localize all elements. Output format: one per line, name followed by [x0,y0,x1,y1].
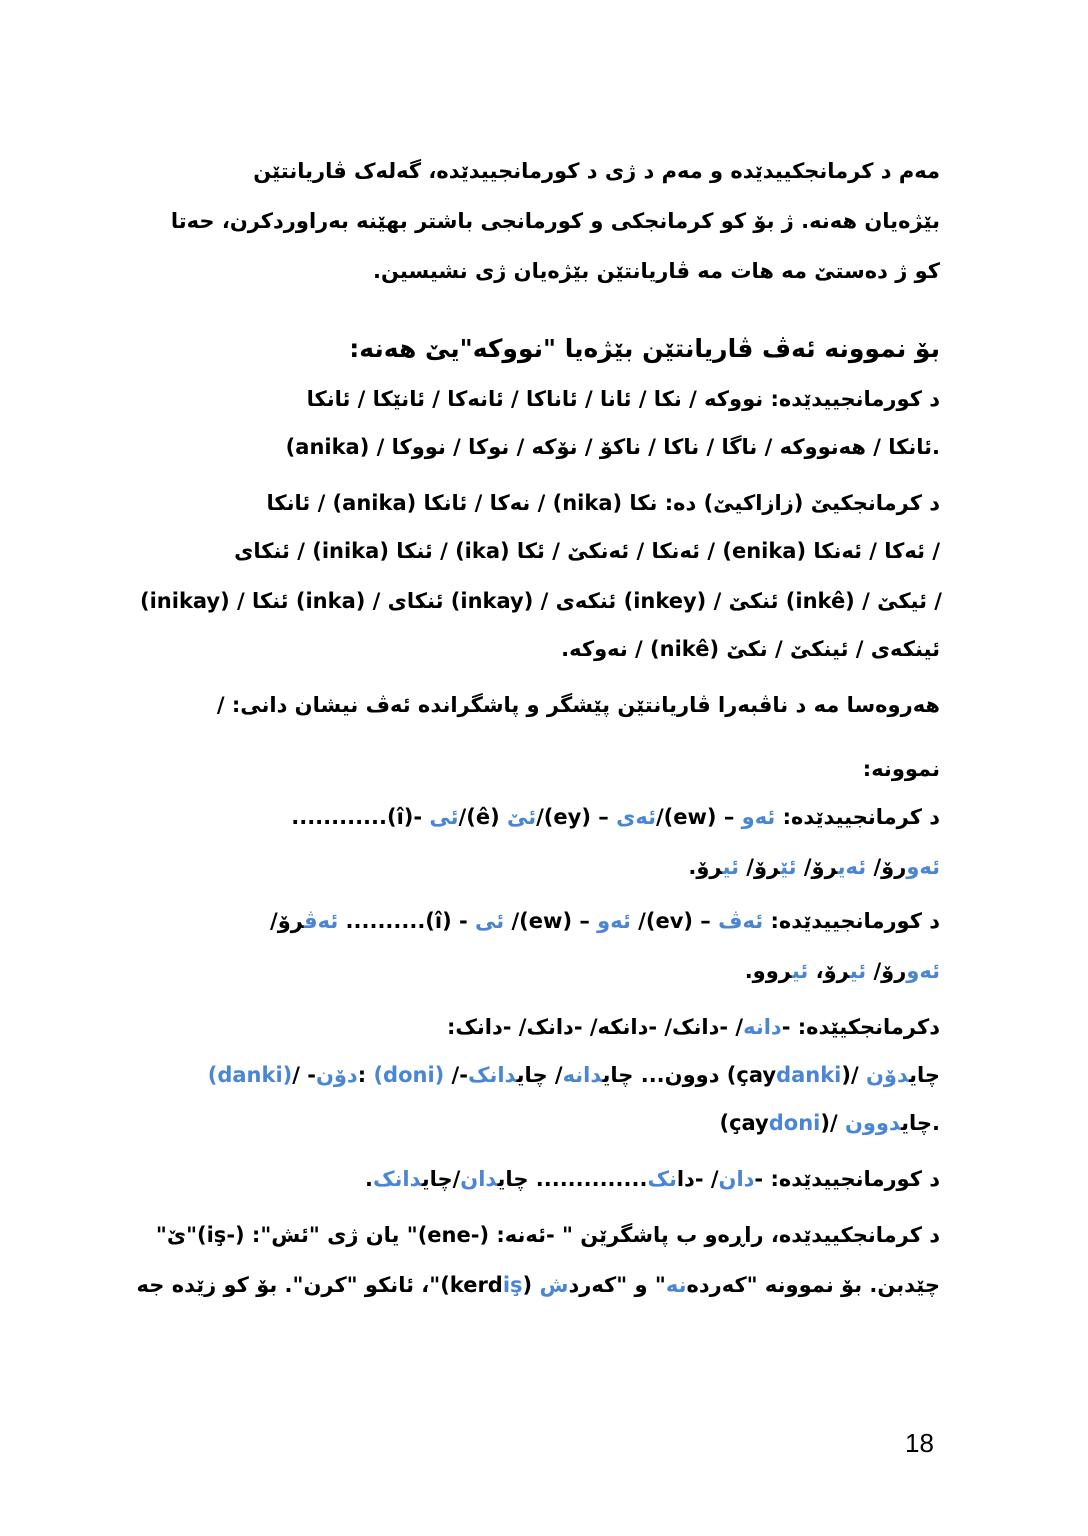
example-a-ew-latin: – (ew)/ [655,805,742,829]
example-c-chaydon: دۆن [865,1063,910,1087]
example-a-line-1 [140,802,940,832]
example-c-end: . [932,1111,940,1135]
example-c-don: دۆن [315,1063,358,1087]
example-c-rest: / -دانک/ -دانکە/ -دانک/ -دانک: [447,1015,744,1039]
example-a-e-latin: (ê)/ [458,805,507,829]
example-b-ew-latin: – (ew)/ [504,909,598,933]
example-c-line-1 [230,1012,940,1042]
example-c-danki-latin: danki [776,1063,842,1087]
example-a-prefix: د کرمانجییدێدە: [775,805,940,829]
example-b-i: ئی [475,909,505,933]
example-c-sep-2: / چای [516,1063,563,1087]
paragraph-2: هەروەسا مە د ناڤبەرا ڤاریانتێن پێشگر و پاشگراندە ئەڤ نیشان دانی: / [216,693,940,717]
example-b-word-3-rest: رۆ، [808,959,850,983]
example-a-ew: ئەو [741,805,776,829]
example-b-word-2-rest: رۆ/ [866,959,907,983]
example-c-doni-latin: doni [768,1111,821,1135]
example-a-word-3: ئێ [780,855,797,879]
example-2-line-2: / ئەکا / ئەنکا (enika) / ئەنکا / ئەنکێ / ئکا (ika) / ئنکا (inika) / ئنکای [234,539,940,563]
example-c-line-3 [140,1108,940,1138]
example-c-sep-1: / - [292,1063,316,1087]
example-b-word-4: ئی [791,959,809,983]
example-d-nk: نک [647,1167,677,1191]
example-c-doni: (doni) [373,1063,445,1087]
example-d-line [220,1164,940,1194]
example-b-ew: ئەو [597,909,631,933]
paragraph-1-line-3: کو ژ دەستێ مە هات مە ڤاریانتێن بێژەیان ژی نشیسین. [373,259,940,283]
example-b-i-latin: - (î).......... [338,909,476,933]
example-c-sep-3: )/ چای [841,1063,940,1087]
example-b-prefix: د کورمانجییدێدە: [763,909,940,933]
example-b-word-4-rest: روو. [744,959,792,983]
example-1-line-1: د کورمانجییدێدە: نووکە / نکا / ئانا / ئاناکا / ئانەکا / ئانێکا / ئانکا [306,387,940,411]
example-c-chaydane: دانە [562,1063,603,1087]
paragraph-1-line-2: بێژەیان هەنە. ژ بۆ کو کرمانجکی و کورمانجی باشتر بهێنە بەراوردکرن، حەتا [170,209,940,233]
example-a-e: ئێ [507,805,537,829]
example-c-doon: /-دوون... چای [444,1063,720,1087]
example-2-line-1: د کرمانجکیێ (زازاکیێ) دە: نکا (nika) / نەکا / ئانکا (anika) / ئانکا [266,491,940,515]
example-a-i-latin: -(î)............ [291,805,430,829]
example-1-line-2: (anika) / ئانکا / هەنووکە / ناگا / ناکا / ناکۆ / نۆکە / نوکا / نووکا. [285,435,940,459]
example-b-word-1: ئەڤ [303,909,339,933]
example-a-word-1: ئەو [906,855,940,879]
example-c-chaydoon: دوون [844,1111,902,1135]
example-c-dane: دانە [743,1015,782,1039]
example-b-line-1 [140,906,940,936]
example-d-dan: دان [718,1167,755,1191]
section-heading: بۆ نموونە ئەڤ ڤاریانتێن بێژەیا "نووکە"یێ هەنە: [349,334,940,363]
paragraph-3-is: iş [502,1273,523,1297]
example-a-word-1-rest: رۆ/ [866,855,907,879]
example-c-colon: : [357,1063,374,1087]
example-a-word-2: ئەی [837,855,867,879]
paragraph-3-part-2: -ئەنە: (-ene)" یان ژی "ئش": (-iş)"ێ" [155,1223,555,1247]
example-d-sep-1: / -دا [676,1167,719,1191]
example-a-ey: ئەی [616,805,656,829]
example-b-word-2: ئەو [906,959,940,983]
example-2-line-4: ئینکەی / ئینکێ / نکێ (nikê) / نەوکە. [561,637,940,661]
example-a-i: ئی [429,805,459,829]
example-c-prefix: دکرمانجکیێدە: - [781,1015,940,1039]
example-b-word-3: ئی [849,959,867,983]
paragraph-3-kerde: چێدبن. بۆ نموونە "کەردە [686,1273,940,1297]
example-2-line-3: (inikay) / ئنکا (inka) / ئنکای (inkay) / ئنکەی (inkey) / ئنکێ (inkê) / ئیکێ / [140,589,942,613]
page-number: 18 [905,1428,934,1458]
example-b-word-1-rest: رۆ/ [270,909,304,933]
paragraph-3-rest: )"، ئانکو "کرن". بۆ کو زێدە جە [136,1273,450,1297]
example-d-dots: .............. چای [497,1167,648,1191]
example-d-chaydan: دان [460,1167,498,1191]
example-c-chaydank: دانک [467,1063,517,1087]
paragraph-3-line-2 [136,1270,940,1300]
paragraph-1-line-1: مەم د کرمانجکییدێدە و مەم د ژی د کورمانجییدێدە، گەلەک ڤاریانتێن [253,159,940,183]
example-d-end: . [365,1167,373,1191]
example-a-word-3-rest: رۆ/ [738,855,781,879]
example-b-ev-latin: – (ev)/ [630,909,719,933]
example-b-ev: ئەڤ [718,909,764,933]
example-a-word-4-rest: رۆ. [688,855,723,879]
example-d-chaydank: دانک [372,1167,422,1191]
example-c-cay-2: (çay [719,1111,769,1135]
example-c-danki: (danki) [207,1063,293,1087]
example-a-line-2 [140,852,940,882]
example-a-ey-latin: – (ey)/ [536,805,617,829]
paragraph-3-kerd: " و "کەرد [568,1273,666,1297]
example-c-cay: (çay [719,1063,777,1087]
examples-heading: نموونە: [862,757,940,781]
example-c-line-2 [140,1060,940,1090]
paragraph-3-line-1 [140,1220,940,1250]
paragraph-3-part-1: د کرمانجکییدێدە، راڕەو ب پاشگرێن " [554,1223,940,1247]
example-d-prefix: د کورمانجییدێدە: - [754,1167,940,1191]
paragraph-3-sh: ش [539,1273,569,1297]
example-a-word-4: ئی [722,855,739,879]
example-a-word-2-rest: رۆ/ [796,855,838,879]
paragraph-3-ne: نە [665,1273,687,1297]
paragraph-3-kerd-latin: (kerd [449,1273,540,1297]
example-c-sep-4: )/ چای [820,1111,933,1135]
example-d-sep-2: /چای [421,1167,461,1191]
example-b-line-2 [140,956,940,986]
